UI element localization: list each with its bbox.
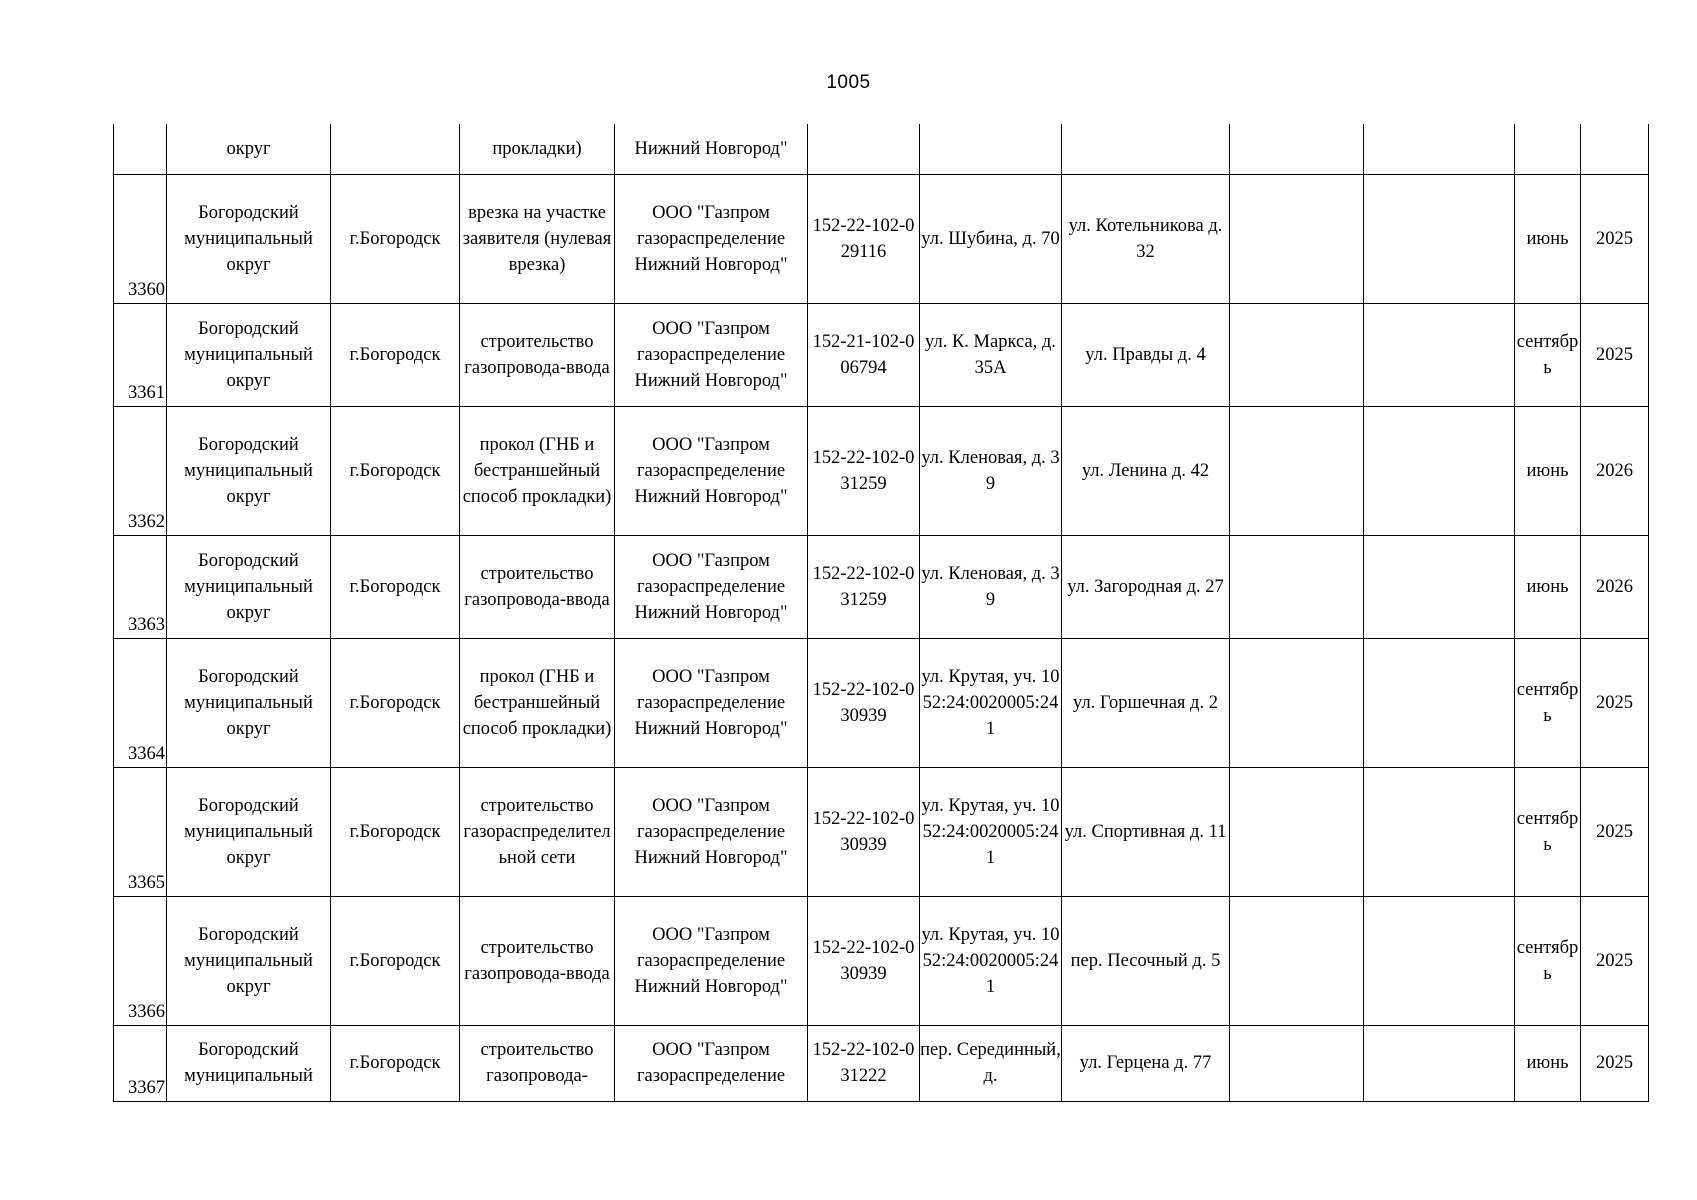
cell-col9 [1230,638,1364,767]
cell-month: июнь [1515,174,1581,303]
cell-request-code: 152-22-102-031222 [808,1025,920,1101]
cell-number: 3362 [114,406,167,535]
cell-district: Богородский муниципальный [167,1025,331,1101]
cell-request-code [808,124,920,174]
cell-work-type: строительство газопровода-ввода [460,535,615,638]
cell-number: 3363 [114,535,167,638]
cell-district: Богородский муниципальный округ [167,303,331,406]
cell-col10 [1364,535,1515,638]
cell-organization: Нижний Новгород" [615,124,808,174]
cell-city [331,124,460,174]
table-row [114,174,1649,303]
table-row [114,406,1649,535]
cell-col10 [1364,767,1515,896]
cell-col10 [1364,638,1515,767]
cell-city: г.Богородск [331,406,460,535]
cell-request-code: 152-22-102-030939 [808,896,920,1025]
table-row [114,638,1649,767]
cell-work-type: строительство газораспределительной сети [460,767,615,896]
cell-number: 3367 [114,1025,167,1101]
cell-district: Богородский муниципальный округ [167,767,331,896]
cell-number [114,124,167,174]
cell-connection-to: ул. Герцена д. 77 [1062,1025,1230,1101]
cell-organization: ООО "Газпром газораспределение Нижний Новгород" [615,174,808,303]
cell-organization: ООО "Газпром газораспределение Нижний Новгород" [615,303,808,406]
cell-district: Богородский муниципальный округ [167,535,331,638]
cell-col9 [1230,1025,1364,1101]
cell-request-code: 152-22-102-031259 [808,406,920,535]
cell-connection-from: ул. Крутая, уч. 10 52:24:0020005:241 [920,896,1062,1025]
cell-city: г.Богородск [331,896,460,1025]
cell-month: июнь [1515,1025,1581,1101]
cell-col10 [1364,406,1515,535]
cell-month: сентябрь [1515,638,1581,767]
cell-request-code: 152-22-102-031259 [808,535,920,638]
cell-connection-from: ул. Кленовая, д. 39 [920,406,1062,535]
cell-connection-to [1062,124,1230,174]
cell-col10 [1364,303,1515,406]
cell-col9 [1230,896,1364,1025]
cell-number: 3365 [114,767,167,896]
table-row [114,124,1649,174]
cell-city: г.Богородск [331,1025,460,1101]
cell-organization: ООО "Газпром газораспределение Нижний Новгород" [615,767,808,896]
cell-connection-from: ул. Кленовая, д. 39 [920,535,1062,638]
cell-request-code: 152-22-102-030939 [808,638,920,767]
cell-district: Богородский муниципальный округ [167,896,331,1025]
cell-connection-to: ул. Загородная д. 27 [1062,535,1230,638]
cell-city: г.Богородск [331,174,460,303]
cell-city: г.Богородск [331,535,460,638]
cell-organization: ООО "Газпром газораспределение [615,1025,808,1101]
cell-connection-to: ул. Спортивная д. 11 [1062,767,1230,896]
cell-year: 2025 [1581,896,1649,1025]
table-row [114,896,1649,1025]
cell-year: 2025 [1581,303,1649,406]
cell-organization: ООО "Газпром газораспределение Нижний Новгород" [615,896,808,1025]
cell-district: Богородский муниципальный округ [167,638,331,767]
cell-col9 [1230,406,1364,535]
cell-year: 2025 [1581,767,1649,896]
cell-col10 [1364,896,1515,1025]
cell-request-code: 152-22-102-030939 [808,767,920,896]
cell-work-type: прокол (ГНБ и бестраншейный способ прокладки) [460,406,615,535]
cell-year: 2026 [1581,406,1649,535]
cell-district: округ [167,124,331,174]
cell-year: 2025 [1581,638,1649,767]
page-number: 1005 [826,72,871,93]
cell-number: 3366 [114,896,167,1025]
cell-city: г.Богородск [331,767,460,896]
cell-col9 [1230,174,1364,303]
cell-col10 [1364,174,1515,303]
cell-work-type: строительство газопровода-ввода [460,896,615,1025]
cell-col10 [1364,124,1515,174]
table-row [114,1025,1649,1101]
cell-number: 3360 [114,174,167,303]
cell-organization: ООО "Газпром газораспределение Нижний Новгород" [615,406,808,535]
cell-district: Богородский муниципальный округ [167,174,331,303]
table-row [114,535,1649,638]
cell-month: сентябрь [1515,896,1581,1025]
cell-work-type: прокол (ГНБ и бестраншейный способ прокладки) [460,638,615,767]
cell-connection-from: ул. К. Маркса, д. 35А [920,303,1062,406]
cell-work-type: врезка на участке заявителя (нулевая врезка) [460,174,615,303]
cell-connection-to: ул. Котельникова д. 32 [1062,174,1230,303]
table-body [114,124,1649,1101]
cell-col9 [1230,535,1364,638]
cell-year: 2025 [1581,1025,1649,1101]
data-table [113,124,1649,1102]
cell-organization: ООО "Газпром газораспределение Нижний Новгород" [615,535,808,638]
table-row [114,767,1649,896]
cell-connection-from: ул. Крутая, уч. 10 52:24:0020005:241 [920,767,1062,896]
cell-work-type: строительство газопровода-ввода [460,303,615,406]
cell-connection-from [920,124,1062,174]
cell-month: сентябрь [1515,767,1581,896]
cell-col10 [1364,1025,1515,1101]
cell-connection-from: ул. Шубина, д. 70 [920,174,1062,303]
cell-connection-to: ул. Ленина д. 42 [1062,406,1230,535]
cell-connection-to: ул. Правды д. 4 [1062,303,1230,406]
cell-work-type: строительство газопровода- [460,1025,615,1101]
cell-connection-from: ул. Крутая, уч. 10 52:24:0020005:241 [920,638,1062,767]
cell-request-code: 152-21-102-006794 [808,303,920,406]
cell-work-type: прокладки) [460,124,615,174]
cell-month: июнь [1515,406,1581,535]
table-row [114,303,1649,406]
cell-year: 2026 [1581,535,1649,638]
cell-month: сентябрь [1515,303,1581,406]
cell-request-code: 152-22-102-029116 [808,174,920,303]
cell-organization: ООО "Газпром газораспределение Нижний Новгород" [615,638,808,767]
cell-month: июнь [1515,535,1581,638]
cell-col9 [1230,303,1364,406]
cell-district: Богородский муниципальный округ [167,406,331,535]
cell-col9 [1230,124,1364,174]
cell-city: г.Богородск [331,303,460,406]
cell-year [1581,124,1649,174]
cell-number: 3361 [114,303,167,406]
cell-col9 [1230,767,1364,896]
cell-year: 2025 [1581,174,1649,303]
cell-number: 3364 [114,638,167,767]
cell-connection-to: пер. Песочный д. 5 [1062,896,1230,1025]
cell-month [1515,124,1581,174]
cell-connection-from: пер. Серединный, д. [920,1025,1062,1101]
cell-city: г.Богородск [331,638,460,767]
cell-connection-to: ул. Горшечная д. 2 [1062,638,1230,767]
